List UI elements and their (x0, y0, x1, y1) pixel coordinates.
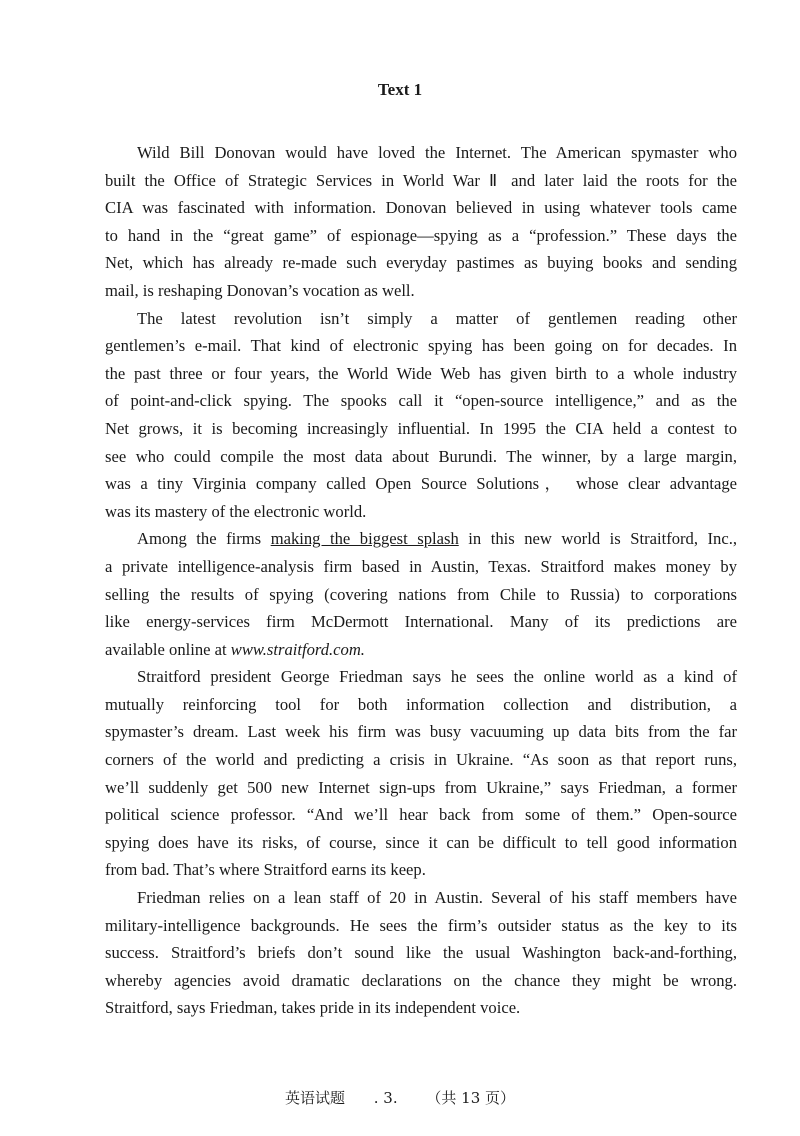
text-line: spymaster’s dream. Last week his firm was busy vacuuming up data bits from the far (105, 722, 737, 742)
paragraph (105, 139, 737, 305)
text-line: military-intelligence backgrounds. He sees the firm’s outsider status as the key to its (105, 915, 737, 935)
page-footer (0, 1087, 800, 1108)
text-line: see who could compile the most data about Burundi. The winner, by a large margin, (105, 446, 737, 466)
paragraph (105, 525, 737, 663)
text-line: of point-and-click spying. The spooks call it “open-source intelligence,” and as the (105, 391, 737, 411)
text-line: The latest revolution isn’t simply a matter of gentlemen reading other (137, 308, 737, 328)
footer-total-pages: （共 13 页） (426, 1089, 516, 1107)
text-line: Wild Bill Donovan would have loved the Internet. The American spymaster who (137, 143, 737, 162)
text-line: success. Straitford’s briefs don’t sound like the usual Washington back-and-forthing, (105, 943, 737, 963)
text-line: like energy-services firm McDermott International. Many of its predictions are (105, 612, 737, 632)
text-line (105, 525, 737, 553)
text-segment: available online at (105, 639, 231, 659)
text-line: to hand in the “great game” of espionage—spying as a “profession.” These days the (105, 225, 737, 245)
text-line: was a tiny Virginia company called Open Source Solutions， whose clear advantage (105, 474, 737, 494)
section-title: Text 1 (377, 80, 423, 99)
text-line: Net grows, it is becoming increasingly influential. In 1995 the CIA held a contest to (105, 418, 737, 438)
text-line (105, 636, 737, 664)
text-line: a private intelligence-analysis firm based in Austin, Texas. Straitford makes money by (105, 556, 737, 576)
footer-subject: 英语试题 (284, 1089, 345, 1107)
text-line: Straitford president George Friedman says he sees the online world as a kind of (137, 667, 737, 687)
text-line: political science professor. “And we’ll hear back from some of them.” Open-source (105, 805, 737, 825)
footer-page-number: . 3. (373, 1089, 398, 1107)
text-line: built the Office of Strategic Services in World War Ⅱ and later laid the roots for the (105, 170, 737, 190)
text-line: Straitford, says Friedman, takes pride in its independent voice. (105, 998, 521, 1018)
text-line: we’ll suddenly get 500 new Internet sign-ups from Ukraine,” says Friedman, a former (105, 777, 737, 797)
text-line: corners of the world and predicting a crisis in Ukraine. “As soon as that report runs, (105, 750, 737, 770)
text-line: mutually reinforcing tool for both information collection and distribution, a (105, 694, 737, 714)
text-line: mail, is reshaping Donovan’s vocation as well. (105, 280, 415, 300)
text-segment: in this new world is Straitford, Inc., (458, 529, 738, 549)
text-line: spying does have its risks, of course, since it can be difficult to tell good information (105, 832, 737, 852)
paragraph (105, 305, 737, 526)
text-line: Friedman relies on a lean staff of 20 in Austin. Several of his staff members have (137, 888, 737, 908)
article-body (105, 139, 737, 1022)
text-line: whereby agencies avoid dramatic declarations on the chance they might be wrong. (105, 970, 737, 990)
text-line: the past three or four years, the World Wide Web has given birth to a whole industry (105, 363, 737, 383)
text-line: from bad. That’s where Straitford earns its keep. (105, 860, 426, 880)
paragraph (105, 663, 737, 884)
text-line: selling the results of spying (covering nations from Chile to Russia) to corporations (105, 584, 737, 604)
text-line: was its mastery of the electronic world. (105, 501, 367, 521)
underlined-phrase: making the biggest splash (270, 529, 459, 549)
website-url: www.straitford.com. (230, 639, 365, 659)
text-segment: Among the firms (137, 529, 271, 549)
text-line: Net, which has already re-made such everyday pastimes as buying books and sending (105, 253, 737, 273)
text-line: gentlemen’s e-mail. That kind of electronic spying has been going on for decades. In (105, 336, 737, 356)
paragraph (105, 884, 737, 1022)
text-line: CIA was fascinated with information. Donovan believed in using whatever tools came (105, 198, 737, 218)
